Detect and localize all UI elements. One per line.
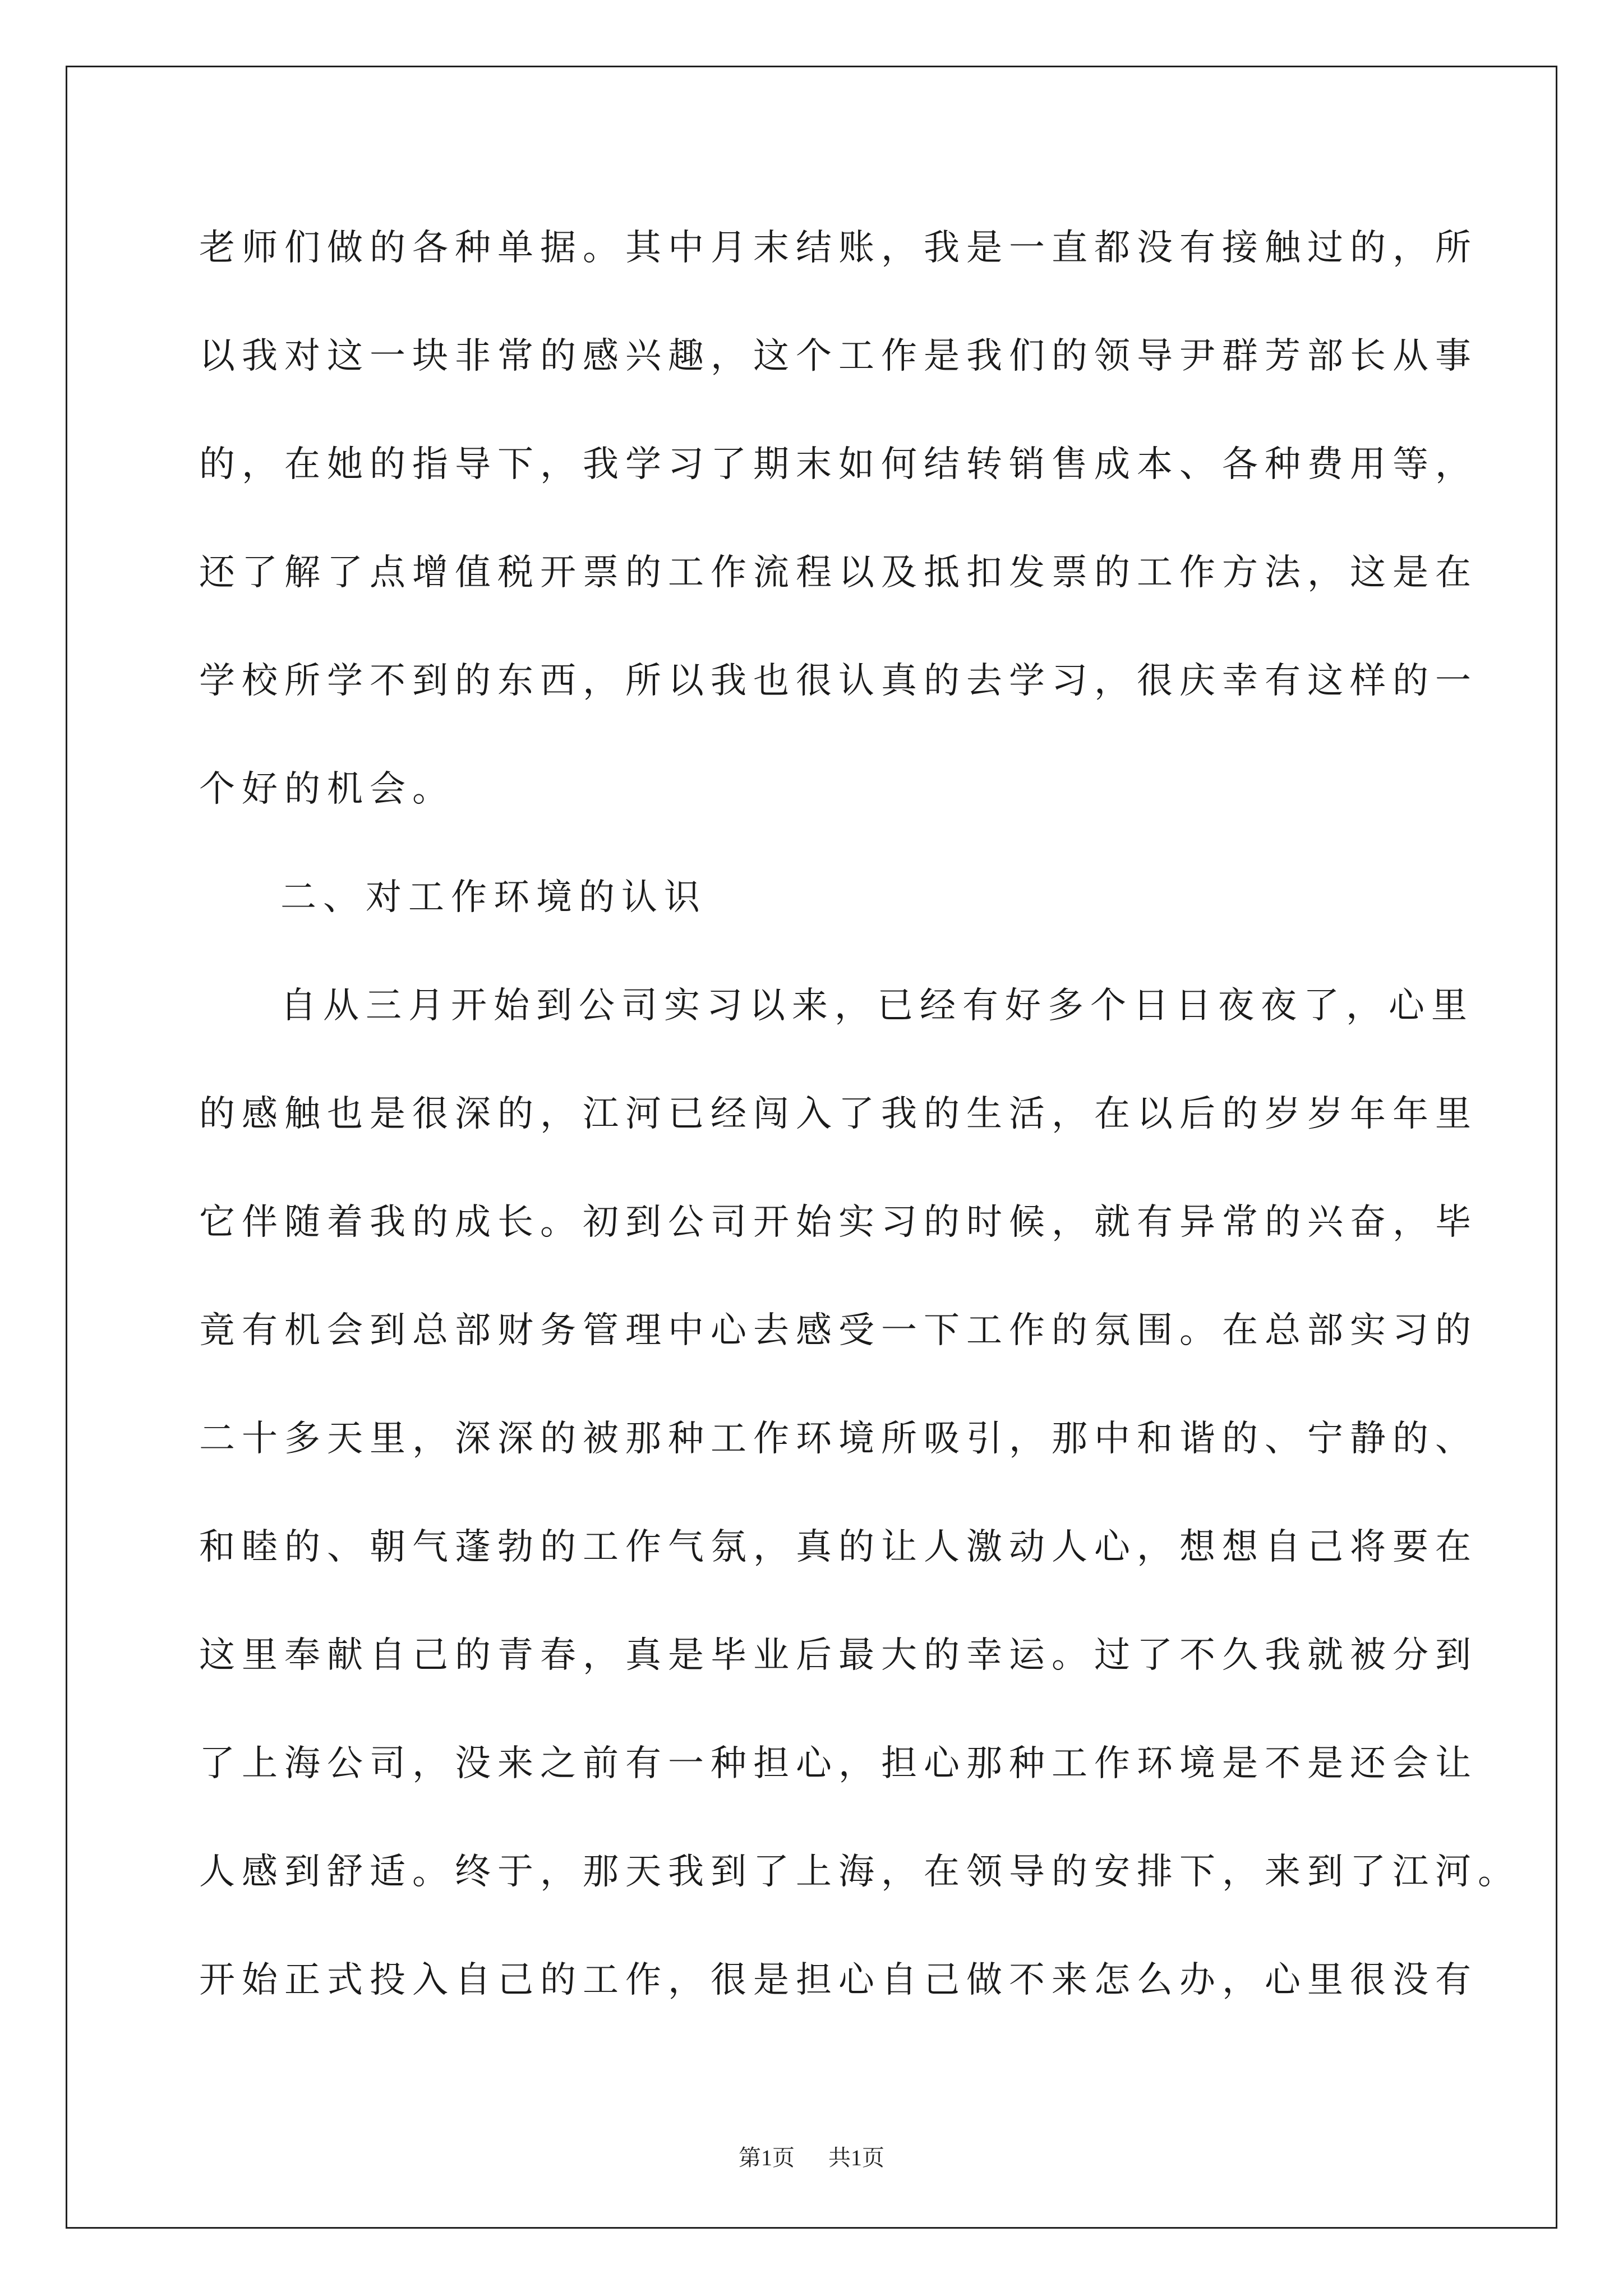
text-line: 开始正式投入自己的工作，很是担心自己做不来怎么办，心里很没有 (199, 1959, 1478, 2001)
text-line: 二十多天里，深深的被那种工作环境所吸引，那中和谐的、宁静的、 (199, 1418, 1478, 1460)
text-line: 它伴随着我的成长。初到公司开始实习的时候，就有异常的兴奋，毕 (199, 1202, 1478, 1243)
text-line: 和睦的、朝气蓬勃的工作气氛，真的让人激动人心，想想自己将要在 (199, 1526, 1478, 1568)
text-line: 的，在她的指导下，我学习了期末如何结转销售成本、各种费用等， (199, 444, 1478, 485)
text-line: 自从三月开始到公司实习以来，已经有好多个日日夜夜了，心里 (280, 985, 1474, 1027)
text-line: 学校所学不到的东西，所以我也很认真的去学习，很庆幸有这样的一 (199, 660, 1478, 702)
page-footer (0, 2140, 1623, 2172)
page-number: 第1页 (739, 2145, 795, 2170)
text-line: 以我对这一块非常的感兴趣，这个工作是我们的领导尹群芳部长从事 (199, 335, 1478, 377)
section-heading: 二、对工作环境的认识 (280, 877, 707, 918)
text-line: 还了解了点增值税开票的工作流程以及抵扣发票的工作方法，这是在 (199, 552, 1478, 593)
text-line: 竟有机会到总部财务管理中心去感受一下工作的氛围。在总部实习的 (199, 1310, 1478, 1351)
text-line: 个好的机会。 (199, 769, 455, 810)
text-line: 老师们做的各种单据。其中月末结账，我是一直都没有接触过的，所 (199, 227, 1478, 269)
text-line: 的感触也是很深的，江河已经闯入了我的生活，在以后的岁岁年年里 (199, 1093, 1478, 1135)
page-total: 共1页 (828, 2145, 884, 2170)
text-line: 人感到舒适。终于，那天我到了上海，在领导的安排下，来到了江河。 (199, 1851, 1520, 1893)
text-line: 了上海公司，没来之前有一种担心，担心那种工作环境是不是还会让 (199, 1743, 1478, 1784)
page-border (66, 66, 1557, 2229)
text-line: 这里奉献自己的青春，真是毕业后最大的幸运。过了不久我就被分到 (199, 1635, 1478, 1676)
